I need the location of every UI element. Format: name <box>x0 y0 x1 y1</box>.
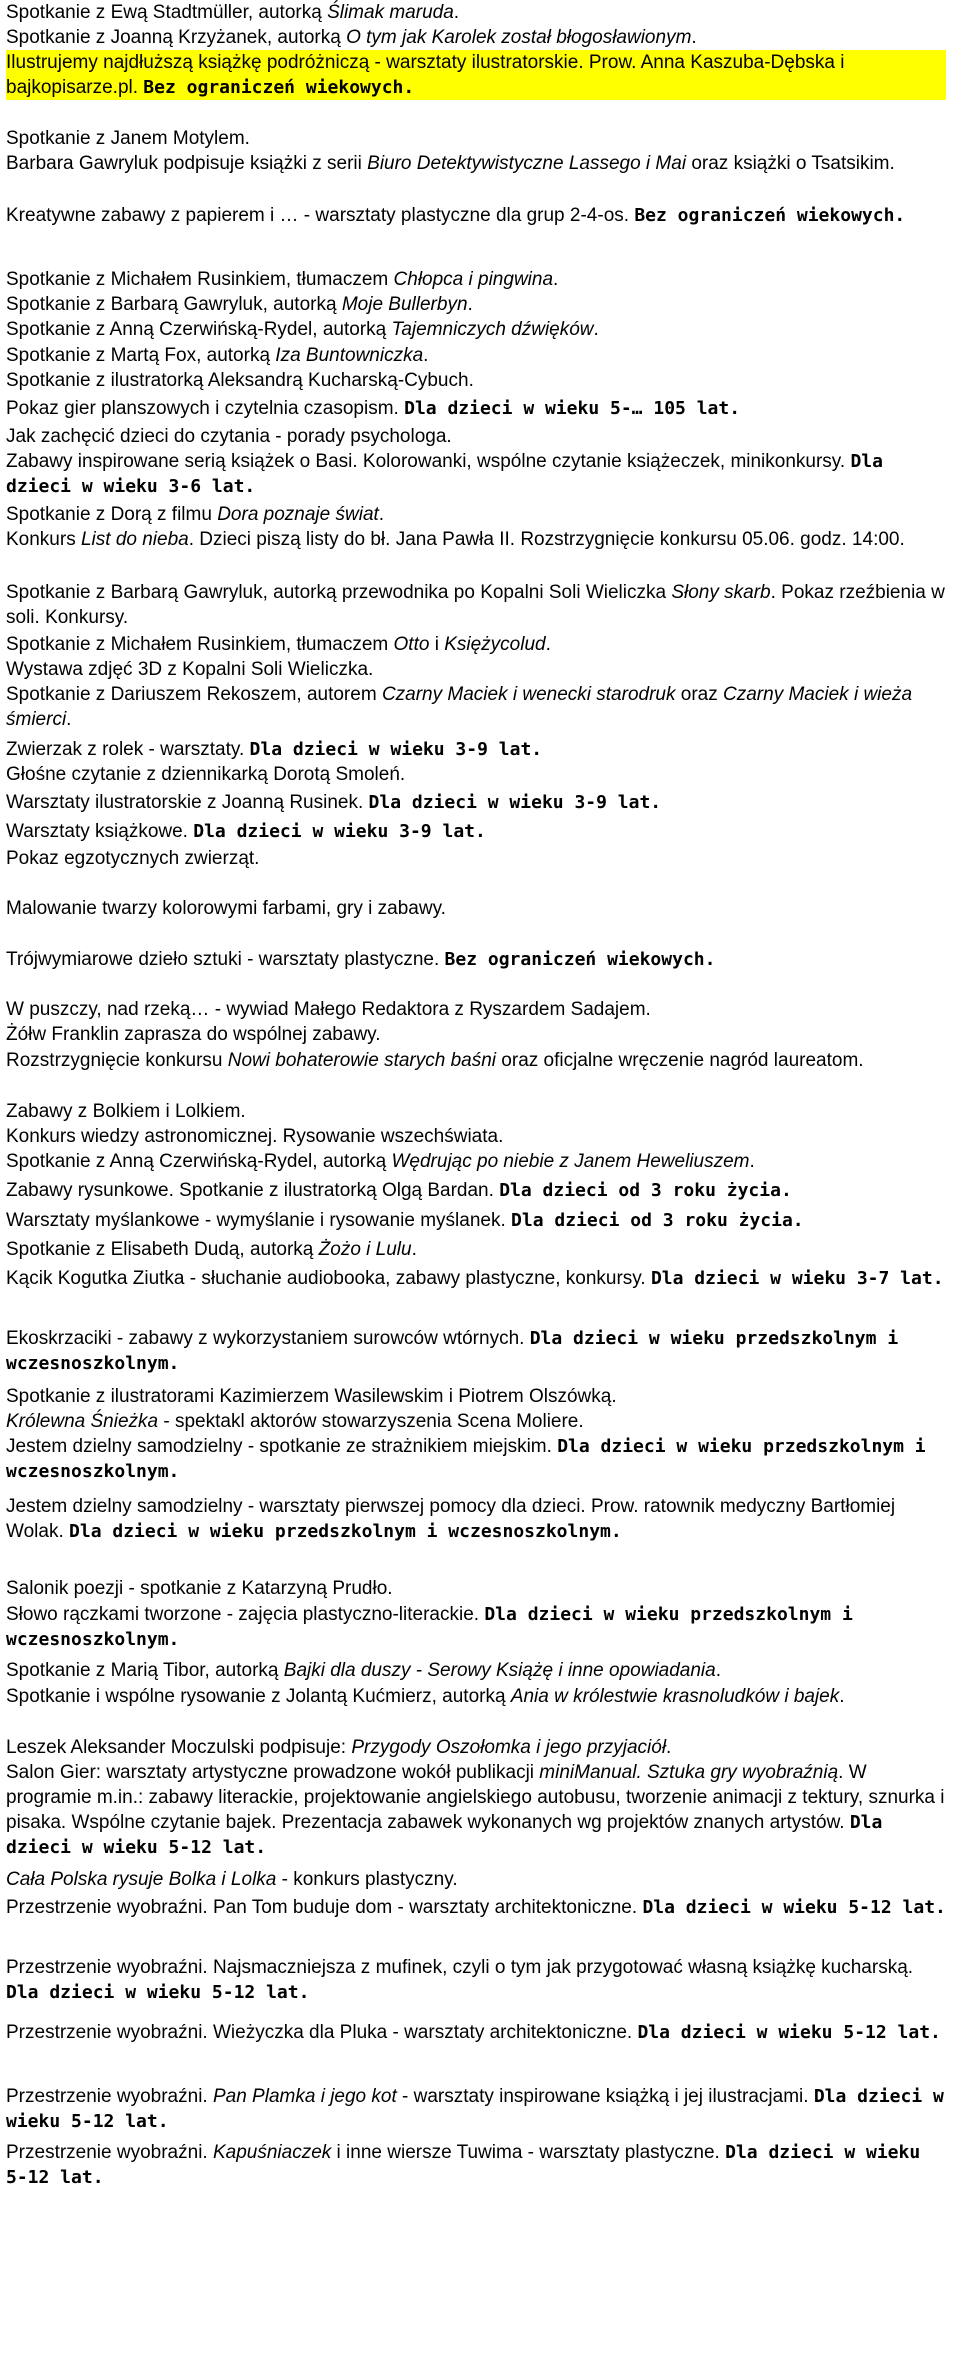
entry-text: Wystawa zdjęć 3D z Kopalni Soli Wieliczka. <box>6 659 374 680</box>
event-entry <box>6 424 946 449</box>
entry-text: Spotkanie z Dorą z filmu <box>6 504 218 525</box>
entry-text: Przestrzenie wyobraźni. Pan Tom buduje dom - warsztaty architektoniczne. <box>6 1897 643 1918</box>
entry-text: Spotkanie z ilustratorami Kazimierzem Wasilewskim i Piotrem Olszówką. <box>6 1386 617 1407</box>
entry-text: Kącik Kogutka Ziutka - słuchanie audiobooka, zabawy plastyczne, konkursy. <box>6 1268 651 1289</box>
entry-text: . <box>467 294 473 315</box>
age-note: Dla dzieci w wieku 5-12 lat. <box>6 1982 310 2003</box>
entry-text: Malowanie twarzy kolorowymi farbami, gry i zabawy. <box>6 898 446 919</box>
entry-text: . <box>839 1686 845 1707</box>
entry-text: Jestem dzielny samodzielny - warsztaty pierwszej pomocy dla dzieci. Prow. ratownik medyczny Bartłomiej Wolak. <box>6 1496 896 1542</box>
entry-text: Spotkanie z Janem Motylem. <box>6 128 250 149</box>
event-entry <box>6 632 946 657</box>
entry-text: . <box>749 1151 755 1172</box>
entry-text: oraz oficjalne wręczenie nagród laureatom. <box>496 1050 864 1071</box>
event-entry <box>6 1208 946 1233</box>
entry-text: Spotkanie z Michałem Rusinkiem, tłumaczem <box>6 269 394 290</box>
book-title: Nowi bohaterowie starych baśni <box>227 1050 497 1071</box>
event-entry <box>6 1684 946 1709</box>
book-title: Biuro Detektywistyczne Lassego i Mai <box>367 153 687 174</box>
entry-text: Warsztaty myślankowe - wymyślanie i rysowanie myślanek. <box>6 1210 512 1231</box>
entry-text: . <box>666 1737 672 1758</box>
event-entry <box>6 343 946 368</box>
book-title: O tym jak Karolek został błogosławionym <box>346 27 692 48</box>
entry-text: Zabawy rysunkowe. Spotkanie z ilustratorką Olgą Bardan. <box>6 1180 500 1201</box>
book-title: Ania w królestwie krasnoludków i bajek <box>510 1686 840 1707</box>
entry-text: . <box>715 1660 721 1681</box>
book-title: Otto <box>393 634 430 655</box>
entry-text: - warsztaty inspirowane książką i jej ilustracjami. <box>396 2086 814 2107</box>
age-note: Dla dzieci w wieku 3-7 lat. <box>650 1268 944 1289</box>
book-title: Bajki dla duszy - Serowy Książę i inne opowiadania <box>283 1660 716 1681</box>
entry-text: Konkurs wiedzy astronomicznej. Rysowanie wszechświata. <box>6 1126 504 1147</box>
event-entry <box>6 997 946 1022</box>
event-entry <box>6 126 946 151</box>
event-entry <box>6 527 946 552</box>
event-entry <box>6 292 946 317</box>
event-entry <box>6 1048 946 1073</box>
entry-text: Salon Gier: warsztaty artystyczne prowadzone wokół publikacji <box>6 1762 540 1783</box>
entry-text: . Pokaz rzeźbienia w soli. Konkursy. <box>6 582 945 628</box>
entry-text: Konkurs <box>6 529 81 550</box>
entry-text: Spotkanie z Joanną Krzyżanek, autorką <box>6 27 347 48</box>
age-note: Dla dzieci w wieku 3-9 lat. <box>368 792 662 813</box>
book-title: Słony skarb <box>671 582 771 603</box>
entry-text: Spotkanie z Martą Fox, autorką <box>6 345 276 366</box>
age-note: Dla dzieci w wieku przedszkolnym i wczesnoszkolnym. <box>6 1604 853 1650</box>
entry-text: Spotkanie z Ewą Stadtmüller, autorką <box>6 2 328 23</box>
event-entry <box>6 1099 946 1124</box>
event-entry <box>6 1326 946 1376</box>
age-note: Dla dzieci w wieku przedszkolnym i wczesnoszkolnym. <box>69 1521 622 1542</box>
entry-text: Warsztaty książkowe. <box>6 821 194 842</box>
entry-text: Leszek Aleksander Moczulski podpisuje: <box>6 1737 352 1758</box>
entry-text: oraz książki o Tsatsikim. <box>686 153 895 174</box>
entry-text: . W programie m.in.: zabawy literackie, projektowanie angielskiego autobusu, tworzenie animacji z tektury, sznurka i pisaka. Wspólne czytanie bajek. Prezentacja zabawek wykonanych wg projektów znanych artystów. <box>6 1762 945 1833</box>
age-note: Dla dzieci w wieku 3-9 lat. <box>193 821 486 842</box>
entry-text: Spotkanie z Barbarą Gawryluk, autorką <box>6 294 342 315</box>
event-entry <box>6 762 946 787</box>
age-note: Bez ograniczeń wiekowych. <box>634 205 906 226</box>
entry-text: Warsztaty ilustratorskie z Joanną Rusinek. <box>6 792 369 813</box>
event-entry <box>6 1409 946 1434</box>
entry-text: Pokaz egzotycznych zwierząt. <box>6 848 260 869</box>
entry-text: i inne wiersze Tuwima - warsztaty plastyczne. <box>331 2142 726 2163</box>
entry-text: . Dzieci piszą listy do bł. Jana Pawła II. Rozstrzygnięcie konkursu 05.06. godz. 14:00. <box>188 529 905 550</box>
age-note: Dla dzieci w wieku przedszkolnym i wczesnoszkolnym. <box>6 1328 899 1374</box>
event-entry <box>6 1658 946 1683</box>
event-entry <box>6 1602 946 1652</box>
age-note: Bez ograniczeń wiekowych. <box>143 77 415 98</box>
age-note: Dla dzieci w wieku 5-12 lat. <box>642 1897 946 1918</box>
entry-text: . <box>553 269 559 290</box>
event-entry <box>6 2140 946 2190</box>
book-title: Kapuśniaczek <box>212 2142 332 2163</box>
event-entry <box>6 1237 946 1262</box>
entry-text: Spotkanie z Anną Czerwińską-Rydel, autorką <box>6 1151 392 1172</box>
age-note: Bez ograniczeń wiekowych. <box>444 949 716 970</box>
event-entry <box>6 819 946 844</box>
event-entry <box>6 1494 946 1544</box>
entry-text: . <box>423 345 429 366</box>
book-title: Czarny Maciek i wenecki starodruk <box>381 684 676 705</box>
book-title: Pan Plamka i jego kot <box>212 2086 397 2107</box>
entry-text: . <box>411 1239 417 1260</box>
event-entry <box>6 1735 946 1760</box>
event-entry <box>6 1149 946 1174</box>
event-entry <box>6 0 946 25</box>
book-title: Dora poznaje świat <box>217 504 379 525</box>
book-title: miniManual. Sztuka gry wyobraźnią <box>539 1762 839 1783</box>
event-entry <box>6 25 946 50</box>
event-entry <box>6 657 946 682</box>
entry-text: Słowo rączkami tworzone - zajęcia plastyczno-literackie. <box>6 1604 485 1625</box>
book-title: Tajemniczych dźwięków <box>391 319 594 340</box>
book-title: Przygody Oszołomka i jego przyjaciół <box>351 1737 667 1758</box>
entry-text: Spotkanie i wspólne rysowanie z Jolantą Kućmierz, autorką <box>6 1686 511 1707</box>
entry-text: . <box>593 319 599 340</box>
event-entry <box>6 947 946 972</box>
age-note: Dla dzieci w wieku 5-12 lat. <box>6 2142 921 2188</box>
entry-text: Zabawy inspirowane serią książek o Basi. Kolorowanki, wspólne czytanie książeczek, minikonkursy. <box>6 451 851 472</box>
event-entry <box>6 580 946 630</box>
event-entry <box>6 896 946 921</box>
entry-text: Zabawy z Bolkiem i Lolkiem. <box>6 1101 246 1122</box>
entry-text: Spotkanie z Barbarą Gawryluk, autorką przewodnika po Kopalni Soli Wieliczka <box>6 582 672 603</box>
age-note: Dla dzieci w wieku 3-6 lat. <box>6 451 883 497</box>
age-note: Dla dzieci w wieku 3-9 lat. <box>249 739 543 760</box>
entry-text: Przestrzenie wyobraźni. Najsmaczniejsza z mufinek, czyli o tym jak przygotować własną książkę kucharską. <box>6 1957 914 1978</box>
entry-text: - konkurs plastyczny. <box>276 1869 458 1890</box>
entry-text: Przestrzenie wyobraźni. Wieżyczka dla Pluka - warsztaty architektoniczne. <box>6 2022 638 2043</box>
event-entry <box>6 203 946 228</box>
entry-text: Jak zachęcić dzieci do czytania - porady psychologa. <box>6 426 452 447</box>
event-entry <box>6 396 946 421</box>
entry-text: . <box>66 709 72 730</box>
entry-text: i <box>429 634 445 655</box>
entry-text: Przestrzenie wyobraźni. <box>6 2086 213 2107</box>
event-entry <box>6 1178 946 1203</box>
book-title: Księżycolud <box>444 634 546 655</box>
book-title: Żożo i Lulu <box>318 1239 412 1260</box>
entry-text: Spotkanie z Dariuszem Rekoszem, autorem <box>6 684 382 705</box>
event-entry <box>6 1955 946 2005</box>
entry-text: . <box>453 2 460 23</box>
book-title: Cała Polska rysuje Bolka i Lolka <box>6 1869 277 1890</box>
entry-text: Kreatywne zabawy z papierem i … - warsztaty plastyczne dla grup 2-4-os. <box>6 205 635 226</box>
entry-text: Żółw Franklin zaprasza do wspólnej zabawy. <box>6 1024 381 1045</box>
entry-text: - spektakl aktorów stowarzyszenia Scena Moliere. <box>158 1411 584 1432</box>
book-title: Czarny Maciek i wieża śmierci <box>6 684 913 730</box>
event-entry <box>6 846 946 871</box>
age-note: Dla dzieci w wieku przedszkolnym i wczesnoszkolnym. <box>6 1436 926 1482</box>
event-entry <box>6 1022 946 1047</box>
entry-text: Ilustrujemy najdłuższą książkę podróżniczą - warsztaty ilustratorskie. Prow. Anna Kaszuba-Dębska i bajkopisarze.pl. <box>6 52 845 98</box>
book-title: List do nieba <box>80 529 189 550</box>
event-entry <box>6 1895 946 1920</box>
book-title: Chłopca i pingwina <box>393 269 554 290</box>
entry-text: . <box>545 634 551 655</box>
entry-text: Spotkanie z Michałem Rusinkiem, tłumaczem <box>6 634 394 655</box>
event-entry <box>6 682 946 732</box>
entry-text: Spotkanie z Anną Czerwińską-Rydel, autorką <box>6 319 392 340</box>
event-entry <box>6 790 946 815</box>
event-entry <box>6 50 946 100</box>
entry-text: Trójwymiarowe dzieło sztuki - warsztaty plastyczne. <box>6 949 445 970</box>
entry-text: oraz <box>675 684 724 705</box>
event-entry <box>6 267 946 292</box>
entry-text: Przestrzenie wyobraźni. <box>6 2142 213 2163</box>
book-title: Ślimak maruda <box>327 2 454 23</box>
event-entry <box>6 1434 946 1484</box>
entry-text: Głośne czytanie z dziennikarką Dorotą Smoleń. <box>6 764 406 785</box>
event-entry <box>6 317 946 342</box>
age-note: Dla dzieci w wieku 5-12 lat. <box>6 1812 883 1858</box>
event-entry <box>6 2020 946 2045</box>
event-entry <box>6 1867 946 1892</box>
event-entry <box>6 449 946 499</box>
age-note: Dla dzieci w wieku 5-… 105 lat. <box>404 398 741 419</box>
entry-text: Spotkanie z ilustratorką Aleksandrą Kucharską-Cybuch. <box>6 370 474 391</box>
event-entry <box>6 1384 946 1409</box>
event-entry <box>6 737 946 762</box>
event-entry <box>6 151 946 176</box>
entry-text: W puszczy, nad rzeką… - wywiad Małego Redaktora z Ryszardem Sadajem. <box>6 999 651 1020</box>
event-entry <box>6 1124 946 1149</box>
entry-text: Pokaz gier planszowych i czytelnia czasopism. <box>6 398 405 419</box>
event-entry <box>6 1760 946 1860</box>
age-note: Dla dzieci od 3 roku życia. <box>511 1210 804 1231</box>
entry-text: . <box>691 27 697 48</box>
age-note: Dla dzieci w wieku 5-12 lat. <box>6 2086 944 2132</box>
entry-text: Spotkanie z Elisabeth Dudą, autorką <box>6 1239 319 1260</box>
book-title: Iza Buntowniczka <box>275 345 424 366</box>
event-entry <box>6 1266 946 1291</box>
entry-text: Ekoskrzaciki - zabawy z wykorzystaniem surowców wtórnych. <box>6 1328 530 1349</box>
event-entry <box>6 2084 946 2134</box>
entry-text: Zwierzak z rolek - warsztaty. <box>6 739 250 760</box>
age-note: Dla dzieci w wieku 5-12 lat. <box>637 2022 941 2043</box>
event-entry <box>6 502 946 527</box>
event-entry <box>6 368 946 393</box>
entry-text: Rozstrzygnięcie konkursu <box>6 1050 228 1071</box>
entry-text: Salonik poezji - spotkanie z Katarzyną Prudło. <box>6 1578 393 1599</box>
event-entry <box>6 1576 946 1601</box>
entry-text: . <box>378 504 385 525</box>
book-title: Królewna Śnieżka <box>6 1411 159 1432</box>
entry-text: Barbara Gawryluk podpisuje książki z serii <box>6 153 368 174</box>
entry-text: Spotkanie z Marią Tibor, autorką <box>6 1660 284 1681</box>
book-title: Moje Bullerbyn <box>341 294 468 315</box>
age-note: Dla dzieci od 3 roku życia. <box>499 1180 792 1201</box>
entry-text: Jestem dzielny samodzielny - spotkanie ze strażnikiem miejskim. <box>6 1436 558 1457</box>
book-title: Wędrując po niebie z Janem Heweliuszem <box>391 1151 750 1172</box>
